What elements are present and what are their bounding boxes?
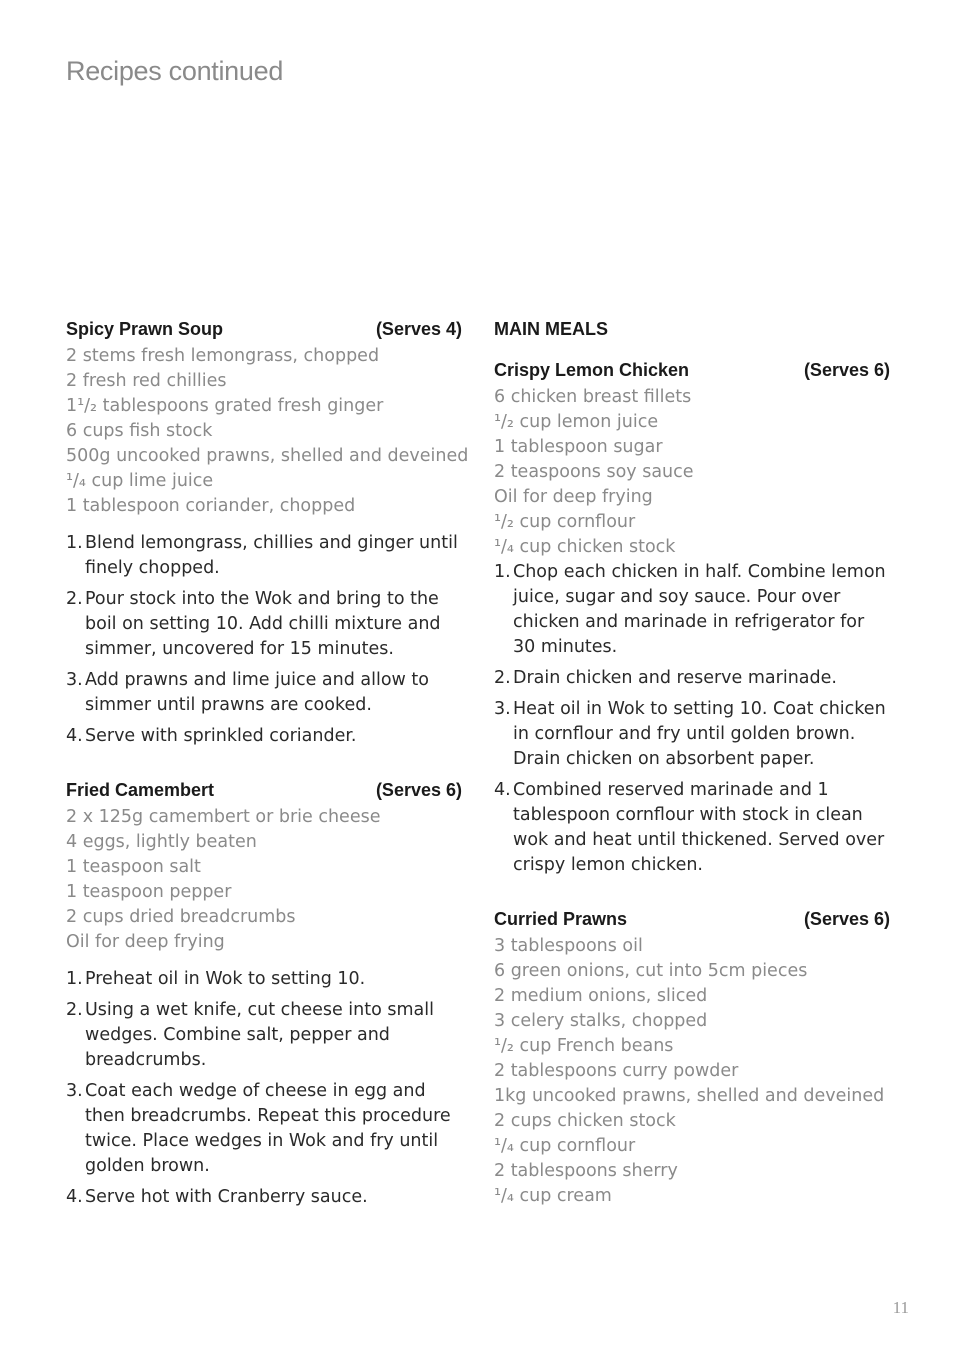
ingredient-item: 2 fresh red chillies (66, 371, 227, 391)
section-heading-main-meals: MAIN MEALS (494, 319, 608, 339)
step-text: Blend lemongrass, chillies and ginger until finely chopped. (85, 533, 458, 578)
ingredient-item: 1kg uncooked prawns, shelled and deveined (494, 1086, 885, 1106)
step-number: 2. (66, 1000, 83, 1020)
ingredient-item: 2 cups dried breadcrumbs (66, 907, 296, 927)
left-column (66, 318, 469, 1210)
recipe-title: Fried Camembert (66, 780, 215, 800)
step-number: 4. (494, 780, 511, 800)
recipe-serves: (Serves 6) (803, 909, 890, 929)
recipe-curried-prawns (494, 908, 890, 1209)
ingredient-item: 4 eggs, lightly beaten (66, 832, 257, 852)
recipe-header (66, 318, 462, 340)
ingredient-item: 2 x 125g camembert or brie cheese (66, 807, 381, 827)
method-steps (494, 560, 890, 878)
recipe-crispy-lemon-chicken (494, 359, 890, 878)
method-step (494, 666, 890, 691)
method-steps (66, 531, 462, 749)
ingredient-list (494, 934, 890, 1209)
ingredient-item: ¹/₄ cup lime juice (66, 471, 214, 491)
ingredient-item: 6 green onions, cut into 5cm pieces (494, 961, 808, 981)
ingredient-list (66, 344, 469, 519)
ingredient-item: 2 tablespoons curry powder (494, 1061, 739, 1081)
recipe-serves: (Serves 4) (375, 319, 462, 339)
ingredient-item: 2 stems fresh lemongrass, chopped (66, 346, 380, 366)
recipe-header (494, 908, 890, 930)
ingredient-item: ¹/₂ cup lemon juice (494, 412, 659, 432)
ingredient-item: 1 teaspoon salt (66, 857, 201, 877)
recipe-header (66, 779, 462, 801)
method-step (494, 697, 890, 772)
ingredient-item: ¹/₄ cup cream (494, 1186, 612, 1206)
method-step (66, 724, 462, 749)
recipe-serves: (Serves 6) (375, 780, 462, 800)
ingredient-item: 2 tablespoons sherry (494, 1161, 678, 1181)
ingredient-item: 1 tablespoon sugar (494, 437, 663, 457)
step-number: 1. (494, 562, 511, 582)
step-number: 4. (66, 1187, 83, 1207)
step-text: Add prawns and lime juice and allow to simmer until prawns are cooked. (85, 670, 429, 715)
step-number: 4. (66, 726, 83, 746)
ingredient-item: 6 cups fish stock (66, 421, 213, 441)
right-column (494, 318, 890, 1209)
step-number: 3. (494, 699, 511, 719)
ingredient-item: Oil for deep frying (66, 932, 225, 952)
step-text: Serve hot with Cranberry sauce. (85, 1187, 368, 1207)
recipe-title: Crispy Lemon Chicken (494, 360, 690, 380)
ingredient-item: ¹/₂ cup cornflour (494, 512, 636, 532)
step-text: Drain chicken and reserve marinade. (513, 668, 837, 688)
step-text: Pour stock into the Wok and bring to the boil on setting 10. Add chilli mixture and simmer, uncovered for 15 minutes. (85, 589, 441, 659)
step-number: 1. (66, 533, 83, 553)
method-step (494, 560, 890, 660)
step-text: Chop each chicken in half. Combine lemon juice, sugar and soy sauce. Pour over chicken and marinade in refrigerator for 30 minutes. (513, 562, 886, 657)
method-step (66, 1185, 462, 1210)
ingredient-item: ¹/₄ cup chicken stock (494, 537, 676, 557)
recipe-spicy-prawn-soup (66, 318, 469, 749)
method-step (66, 967, 462, 992)
method-step (494, 778, 890, 878)
step-number: 2. (494, 668, 511, 688)
step-text: Coat each wedge of cheese in egg and then breadcrumbs. Repeat this procedure twice. Place wedges in Wok and fry until golden brown. (85, 1081, 451, 1176)
recipe-title: Curried Prawns (494, 909, 628, 929)
page-title: Recipes continued (66, 56, 284, 86)
page-number: 11 (892, 1298, 909, 1317)
ingredient-list (494, 385, 890, 560)
step-text: Preheat oil in Wok to setting 10. (85, 969, 366, 989)
step-number: 3. (66, 1081, 83, 1101)
method-step (66, 531, 462, 581)
step-text: Combined reserved marinade and 1 tablespoon cornflour with stock in clean wok and heat until thickened. Served over crispy lemon chicken. (513, 780, 885, 875)
ingredient-item: Oil for deep frying (494, 487, 653, 507)
ingredient-item: 2 cups chicken stock (494, 1111, 676, 1131)
ingredient-item: 2 teaspoons soy sauce (494, 462, 694, 482)
ingredient-item: 3 tablespoons oil (494, 936, 643, 956)
ingredient-item: 3 celery stalks, chopped (494, 1011, 708, 1031)
method-step (66, 668, 462, 718)
method-step (66, 1079, 462, 1179)
ingredient-item: 6 chicken breast fillets (494, 387, 692, 407)
ingredient-item: 1¹/₂ tablespoons grated fresh ginger (66, 396, 384, 416)
step-text: Serve with sprinkled coriander. (85, 726, 357, 746)
method-step (66, 587, 462, 662)
method-step (66, 998, 462, 1073)
method-steps (66, 967, 462, 1210)
recipe-serves: (Serves 6) (803, 360, 890, 380)
ingredient-item: 2 medium onions, sliced (494, 986, 708, 1006)
recipe-title: Spicy Prawn Soup (66, 319, 224, 339)
ingredient-item: 1 teaspoon pepper (66, 882, 232, 902)
step-number: 3. (66, 670, 83, 690)
ingredient-item: 1 tablespoon coriander, chopped (66, 496, 356, 516)
step-number: 2. (66, 589, 83, 609)
ingredient-list (66, 805, 462, 955)
step-text: Heat oil in Wok to setting 10. Coat chicken in cornflour and fry until golden brown. Drain chicken on absorbent paper. (513, 699, 886, 769)
recipe-header (494, 359, 890, 381)
step-text: Using a wet knife, cut cheese into small wedges. Combine salt, pepper and breadcrumbs. (85, 1000, 435, 1070)
recipe-fried-camembert (66, 779, 462, 1210)
ingredient-item: ¹/₄ cup cornflour (494, 1136, 636, 1156)
step-number: 1. (66, 969, 83, 989)
ingredient-item: 500g uncooked prawns, shelled and deveined (66, 446, 469, 466)
ingredient-item: ¹/₂ cup French beans (494, 1036, 674, 1056)
